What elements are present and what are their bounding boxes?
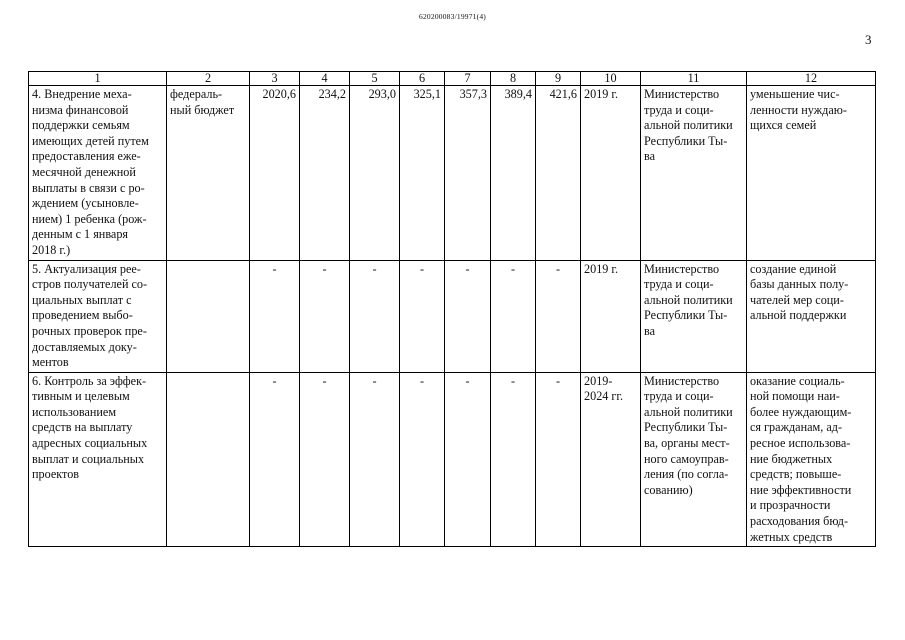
page-number: 3 bbox=[865, 32, 872, 47]
measure-name-cell: 4. Внедрение меха- низма финансовой поддержки семьям имеющих детей путем предоставления еже- месячной денежной выплаты в связи с ро- ждением (усыновле- нием) 1 ребенка (рож- денным с 1 января 2018 г.) bbox=[29, 86, 167, 261]
header-row bbox=[29, 72, 876, 86]
amount-year-cell: 293,0 bbox=[350, 86, 400, 261]
deadline-cell: 2019- 2024 гг. bbox=[581, 372, 641, 547]
column-header: 8 bbox=[491, 72, 536, 86]
funding-source-cell: федераль- ный бюджет bbox=[167, 86, 250, 261]
column-header: 11 bbox=[641, 72, 747, 86]
program-measures-table bbox=[28, 71, 876, 547]
column-header: 5 bbox=[350, 72, 400, 86]
amount-year-cell: 389,4 bbox=[491, 86, 536, 261]
measure-name-cell: 6. Контроль за эффек- тивным и целевым использованием средств на выплату адресных социальных выплат и социальных проектов bbox=[29, 372, 167, 547]
amount-year-cell: - bbox=[491, 260, 536, 372]
amount-year-cell: - bbox=[350, 372, 400, 547]
amount-year-cell: - bbox=[536, 260, 581, 372]
column-header: 9 bbox=[536, 72, 581, 86]
funding-source-cell bbox=[167, 372, 250, 547]
column-header: 4 bbox=[300, 72, 350, 86]
table-row bbox=[29, 260, 876, 372]
amount-year-cell: 357,3 bbox=[445, 86, 491, 261]
column-header: 2 bbox=[167, 72, 250, 86]
expected-result-cell: оказание социаль- ной помощи наи- более нуждающим- ся гражданам, ад- ресное использова- ние бюджетных средств; повыше- ние эффективности и прозрачности расходования бюд- жетных средств bbox=[747, 372, 876, 547]
expected-result-cell: создание единой базы данных полу- чателей мер соци- альной поддержки bbox=[747, 260, 876, 372]
document-id: 620200083/19971(4) bbox=[419, 12, 486, 21]
responsible-cell: Министерство труда и соци- альной политики Республики Ты- ва bbox=[641, 86, 747, 261]
amount-total-cell: 2020,6 bbox=[250, 86, 300, 261]
amount-year-cell: - bbox=[445, 372, 491, 547]
column-header: 6 bbox=[400, 72, 445, 86]
amount-year-cell: - bbox=[350, 260, 400, 372]
deadline-cell: 2019 г. bbox=[581, 86, 641, 261]
deadline-cell: 2019 г. bbox=[581, 260, 641, 372]
column-header: 7 bbox=[445, 72, 491, 86]
column-header: 1 bbox=[29, 72, 167, 86]
amount-year-cell: - bbox=[536, 372, 581, 547]
amount-year-cell: - bbox=[300, 260, 350, 372]
table-row bbox=[29, 372, 876, 547]
expected-result-cell: уменьшение чис- ленности нуждаю- щихся семей bbox=[747, 86, 876, 261]
amount-year-cell: - bbox=[445, 260, 491, 372]
amount-total-cell: - bbox=[250, 260, 300, 372]
amount-year-cell: 421,6 bbox=[536, 86, 581, 261]
amount-year-cell: - bbox=[491, 372, 536, 547]
table-row bbox=[29, 86, 876, 261]
amount-year-cell: - bbox=[400, 372, 445, 547]
amount-year-cell: - bbox=[400, 260, 445, 372]
amount-year-cell: 234,2 bbox=[300, 86, 350, 261]
responsible-cell: Министерство труда и соци- альной политики Республики Ты- ва bbox=[641, 260, 747, 372]
amount-year-cell: - bbox=[300, 372, 350, 547]
column-header: 3 bbox=[250, 72, 300, 86]
amount-total-cell: - bbox=[250, 372, 300, 547]
amount-year-cell: 325,1 bbox=[400, 86, 445, 261]
funding-source-cell bbox=[167, 260, 250, 372]
responsible-cell: Министерство труда и соци- альной политики Республики Ты- ва, органы мест- ного самоуправ- ления (по согла- сованию) bbox=[641, 372, 747, 547]
column-header: 12 bbox=[747, 72, 876, 86]
column-header: 10 bbox=[581, 72, 641, 86]
measure-name-cell: 5. Актуализация рее- стров получателей со- циальных выплат с проведением выбо- рочных проверок пре- доставляемых доку- ментов bbox=[29, 260, 167, 372]
